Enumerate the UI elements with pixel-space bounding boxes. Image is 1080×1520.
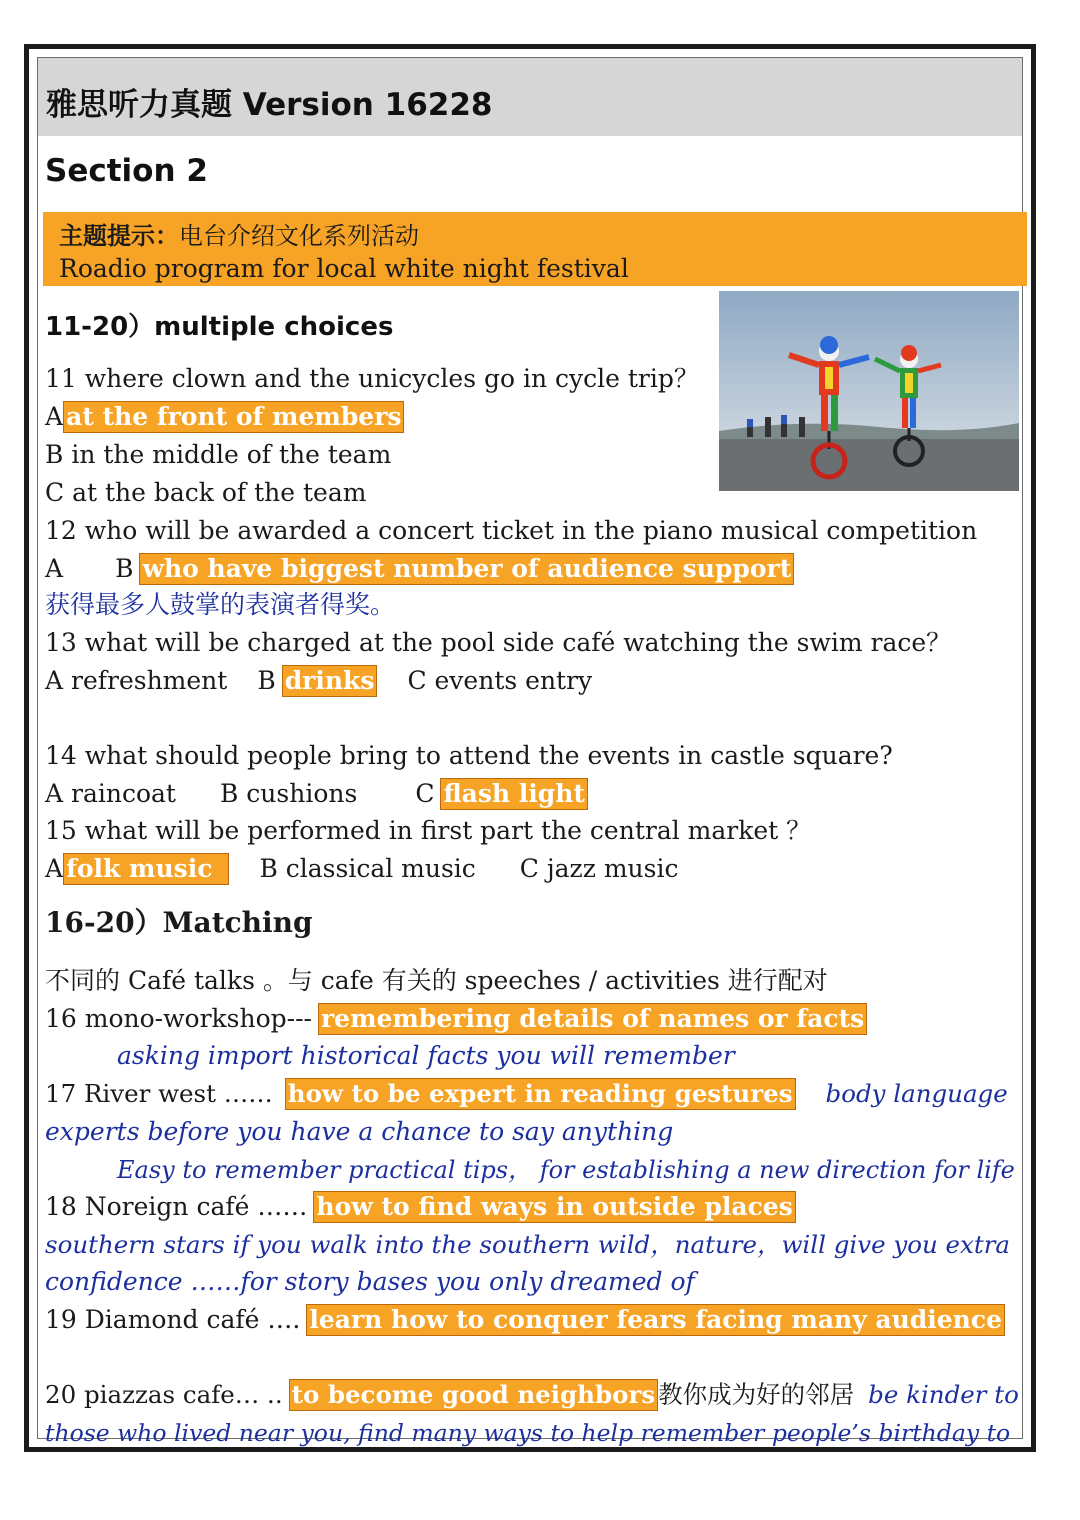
q13-b-prefix: B <box>257 666 276 695</box>
q15-answer: folk music <box>63 853 229 885</box>
q16-label: 16 mono-workshop--- <box>45 1004 312 1033</box>
q19-line <box>45 1303 1005 1337</box>
q18-label: 18 Noreign café …… <box>45 1192 308 1221</box>
clowns-unicycle-image <box>719 291 1019 491</box>
q18-line <box>45 1190 796 1224</box>
part2-heading: 16-20）Matching <box>45 906 313 939</box>
q18-answer: how to find ways in outside places <box>313 1191 795 1223</box>
q14-answer: flash light <box>440 778 588 810</box>
q11-a-prefix: A <box>45 402 64 431</box>
q13-options <box>45 664 592 698</box>
topic-cn: 电台介绍文化系列活动 <box>179 222 419 250</box>
q19-label: 19 Diamond café …. <box>45 1305 301 1334</box>
q11-option-a <box>45 400 404 434</box>
topic-cn-line <box>59 216 419 251</box>
q17-answer: how to be expert in reading gestures <box>285 1078 796 1110</box>
q11-option-b: B in the middle of the team <box>45 440 392 469</box>
q12-a: A <box>45 554 64 583</box>
q20-answer: to become good neighbors <box>289 1379 659 1411</box>
q16-line <box>45 1002 867 1036</box>
document-title: 雅思听力真题 Version 16228 <box>46 87 493 123</box>
q17-note1: body language <box>825 1079 1008 1108</box>
part2-intro: 不同的 Café talks 。与 cafe 有关的 speeches / activities 进行配对 <box>45 966 828 995</box>
q12-options <box>45 552 794 586</box>
q20-cn: 教你成为好的邻居 <box>658 1380 855 1409</box>
q15-question: 15 what will be performed in first part the central market ？ <box>45 816 812 845</box>
q17-label: 17 River west …… <box>45 1079 273 1108</box>
q13-c: C events entry <box>407 666 593 695</box>
q17-line <box>45 1077 1008 1111</box>
q11-option-c: C at the back of the team <box>45 478 367 507</box>
section-title: Section 2 <box>45 153 208 189</box>
q14-question: 14 what should people bring to attend the events in castle square? <box>45 741 893 770</box>
topic-box <box>43 212 1027 286</box>
q12-b-prefix: B <box>115 554 134 583</box>
q20-label: 20 piazzas cafe… .. <box>45 1380 283 1409</box>
q12-question: 12 who will be awarded a concert ticket in the piano musical competition <box>45 516 978 545</box>
topic-label: 主题提示： <box>59 221 179 250</box>
title-bar <box>38 58 1022 136</box>
q12-note: 获得最多人鼓掌的表演者得奖。 <box>45 590 396 619</box>
q11-question: 11 where clown and the unicycles go in cycle trip？ <box>45 364 699 393</box>
q15-c: C jazz music <box>519 854 679 883</box>
q19-answer: learn how to conquer fears facing many audience <box>306 1304 1005 1336</box>
q14-options <box>45 777 588 811</box>
q13-question: 13 what will be charged at the pool side café watching the swim race？ <box>45 628 952 657</box>
document-frame <box>24 44 1036 1452</box>
q18-note2: confidence ……for story bases you only dreamed of <box>45 1267 695 1296</box>
q18-note1: southern stars if you walk into the southern wild，nature，will give you extra <box>45 1230 1011 1259</box>
q15-options <box>45 852 678 886</box>
q17-note3: Easy to remember practical tips， for establishing a new direction for life <box>117 1156 1015 1184</box>
q16-answer: remembering details of names or facts <box>318 1003 867 1035</box>
q15-b: B classical music <box>259 854 476 883</box>
q12-answer: who have biggest number of audience support <box>139 553 794 585</box>
q16-note: asking import historical facts you will remember <box>117 1041 735 1070</box>
q14-b: B cushions <box>219 779 358 808</box>
q20-note1: be kinder to <box>868 1380 1019 1409</box>
topic-en: Roadio program for local white night festival <box>59 254 629 283</box>
clowns-unicycle-photo <box>719 291 1019 491</box>
q14-a: A raincoat <box>45 779 176 808</box>
q20-note2: those who lived near you, find many ways to help remember people’s birthday to <box>45 1419 1011 1447</box>
q13-a: A refreshment <box>45 666 228 695</box>
q15-a-prefix: A <box>45 854 64 883</box>
q13-answer: drinks <box>282 665 378 697</box>
part1-heading: 11-20）multiple choices <box>45 312 394 342</box>
q20-line <box>45 1378 1019 1412</box>
q14-c-prefix: C <box>415 779 435 808</box>
q11-answer: at the front of members <box>63 401 404 433</box>
q17-note2: experts before you have a chance to say anything <box>45 1117 674 1146</box>
